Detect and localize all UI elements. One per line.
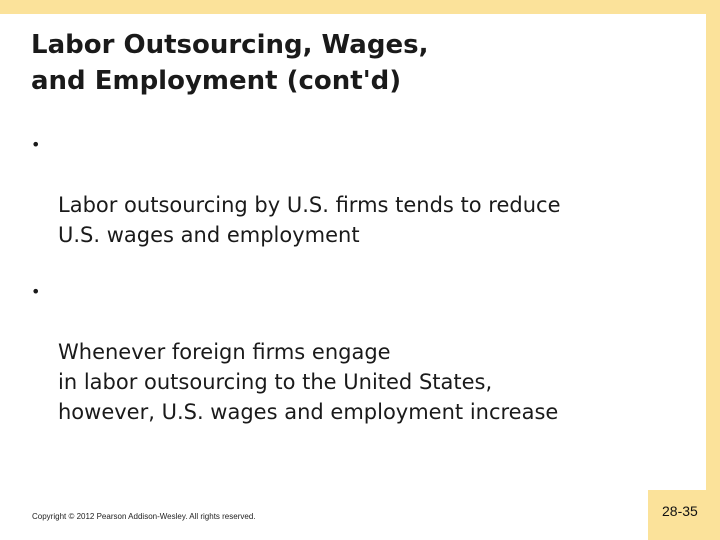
bullet-marker: • [31, 282, 41, 301]
bullet-list [31, 130, 671, 454]
bullet-item-1 [31, 130, 671, 250]
page-number: 28-35 [662, 503, 698, 519]
top-accent-bar [0, 0, 720, 14]
bullet-marker: • [31, 135, 41, 154]
slide-title: Labor Outsourcing, Wages, and Employment (cont'd) [31, 30, 429, 96]
bullet-text: Whenever foreign firms engage in labor outsourcing to the United States, however, U.S. wages and employment increase [58, 340, 559, 424]
copyright-notice: Copyright © 2012 Pearson Addison-Wesley. All rights reserved. [32, 512, 256, 521]
right-accent-bar [706, 0, 720, 540]
bullet-text: Labor outsourcing by U.S. firms tends to reduce U.S. wages and employment [58, 193, 561, 247]
bullet-item-2 [31, 277, 671, 427]
